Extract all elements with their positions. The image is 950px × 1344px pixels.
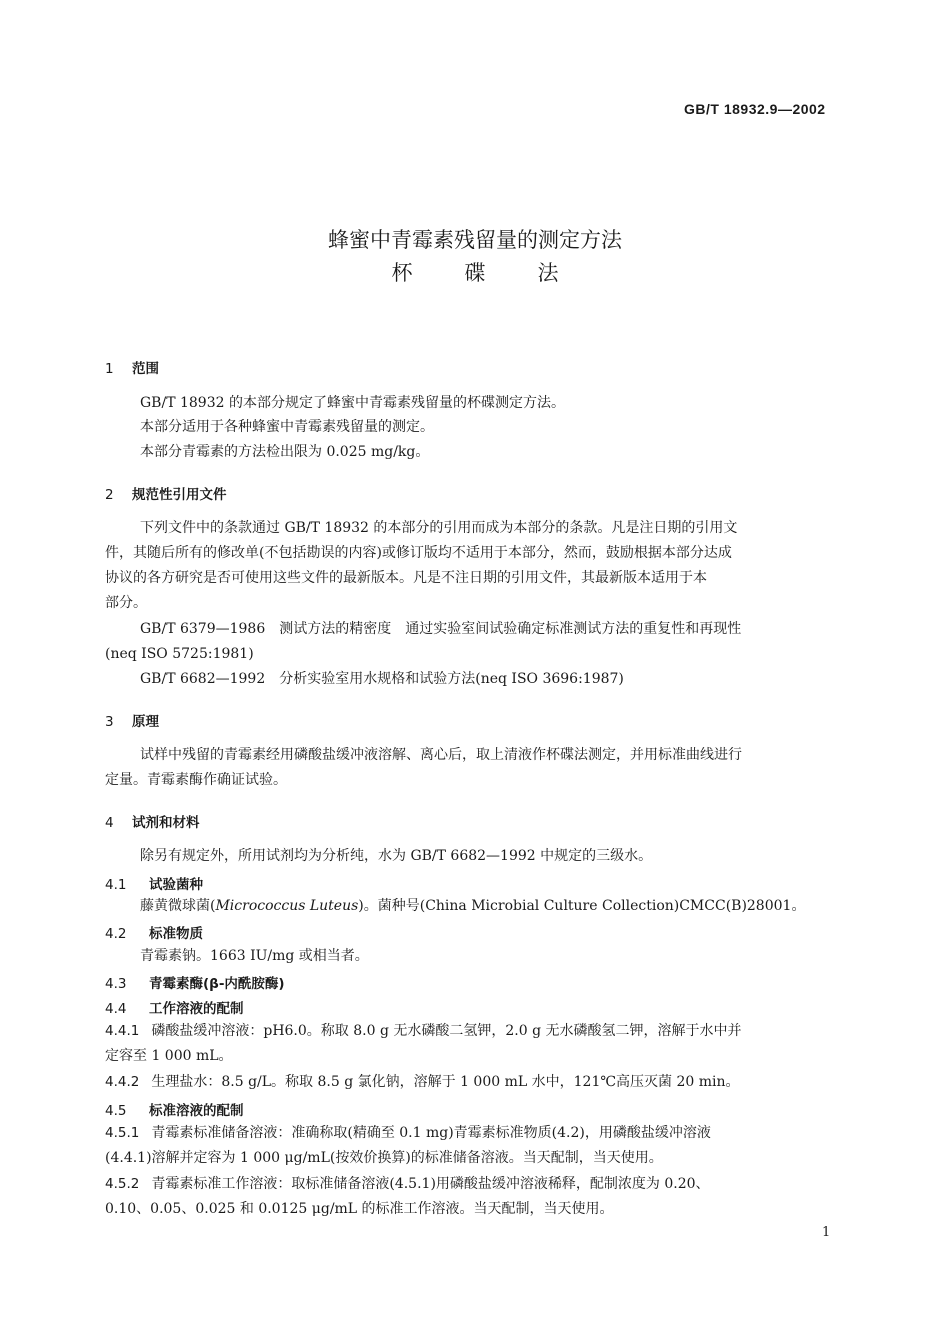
clause-continued: (4.4.1)溶解并定容为 1 000 μg/mL(按效价换算)的标准储备溶液。当天配制，当天使用。 [105,1150,663,1166]
clause-text: 青霉素标准储备溶液：准确称取(精确至 0.1 mg)青霉素标准物质(4.2)，用磷酸盐缓冲溶液 [151,1125,711,1141]
text-run: 藤黄微球菌( [140,898,216,914]
clause-text: 磷酸盐缓冲溶液：pH6.0。称取 8.0 g 无水磷酸二氢钾，2.0 g 无水磷酸氢二钾，溶解于水中并 [151,1023,742,1039]
subsection-number: 4.2 [105,926,127,942]
clause-text: 青霉素标准工作溶液：取标准储备溶液(4.5.1)用磷酸盐缓冲溶液稀释，配制浓度为 0.20、 [151,1176,710,1192]
species-name: Micrococcus Luteus [215,898,359,914]
paragraph-line: 部分。 [105,595,147,611]
paragraph-line: 下列文件中的条款通过 GB/T 18932 的本部分的引用而成为本部分的条款。凡是注日期的引用文 [140,520,738,536]
paragraph: 青霉素钠。1663 IU/mg 或相当者。 [140,948,369,964]
document-subtitle: 杯碟法 [391,261,611,285]
subsection-title: 标准溶液的配制 [149,1103,244,1119]
section-number: 1 [105,361,114,377]
clause-number: 4.4.1 [105,1023,140,1039]
subsection-title: 标准物质 [149,926,203,942]
section-title: 规范性引用文件 [132,487,227,503]
reference-item: GB/T 6682—1992 分析实验室用水规格和试验方法(neq ISO 3696:1987) [140,671,624,687]
standard-code: GB/T 18932.9—2002 [684,101,826,117]
subsection-number: 4.5 [105,1103,127,1119]
subsection-heading-4-2 [105,922,203,942]
clause-continued: 0.10、0.05、0.025 和 0.0125 μg/mL 的标准工作溶液。当天配制，当天使用。 [105,1201,614,1217]
clause-text: 生理盐水：8.5 g/L。称取 8.5 g 氯化钠，溶解于 1 000 mL 水中，121℃高压灭菌 20 min。 [151,1074,740,1090]
section-heading-1 [105,357,159,377]
subsection-heading-4-1 [105,873,203,893]
subsection-number: 4.1 [105,877,127,893]
paragraph: 本部分适用于各种蜂蜜中青霉素残留量的测定。 [140,419,434,435]
subsection-heading-4-3 [105,972,285,992]
clause-number: 4.4.2 [105,1074,140,1090]
subsection-title: 青霉素酶(β-内酰胺酶) [149,976,285,992]
section-number: 3 [105,714,114,730]
clause-4-4-2 [105,1070,740,1094]
section-title: 试剂和材料 [132,815,200,831]
text-run: )。菌种号(China Microbial Culture Collection)CMCC(B)28001。 [358,898,806,914]
paragraph: 本部分青霉素的方法检出限为 0.025 mg/kg。 [140,444,430,460]
reference-item-continued: (neq ISO 5725:1981) [105,646,254,662]
clause-4-5-2 [105,1172,710,1196]
section-number: 2 [105,487,114,503]
paragraph: GB/T 18932 的本部分规定了蜂蜜中青霉素残留量的杯碟测定方法。 [140,395,565,411]
reference-item: GB/T 6379—1986 测试方法的精密度 通过实验室间试验确定标准测试方法的重复性和再现性 [140,621,742,637]
paragraph-line: 定量。青霉素酶作确证试验。 [105,772,287,788]
section-title: 范围 [132,361,159,377]
section-heading-2 [105,483,227,503]
clause-4-5-1 [105,1121,711,1145]
clause-number: 4.5.1 [105,1125,140,1141]
paragraph [140,894,805,918]
section-title: 原理 [132,714,159,730]
page-number: 1 [822,1225,831,1240]
subsection-number: 4.4 [105,1001,127,1017]
section-number: 4 [105,815,114,831]
document-title: 蜂蜜中青霉素残留量的测定方法 [328,228,622,252]
section-heading-4 [105,811,200,831]
subsection-title: 试验菌种 [149,877,203,893]
subsection-heading-4-5 [105,1099,244,1119]
paragraph: 除另有规定外，所用试剂均为分析纯，水为 GB/T 6682—1992 中规定的三级水。 [140,848,653,864]
subsection-heading-4-4 [105,997,244,1017]
clause-number: 4.5.2 [105,1176,140,1192]
subsection-number: 4.3 [105,976,127,992]
paragraph-line: 试样中残留的青霉素经用磷酸盐缓冲液溶解、离心后，取上清液作杯碟法测定，并用标准曲线进行 [140,747,742,763]
subsection-title: 工作溶液的配制 [149,1001,244,1017]
paragraph-line: 件，其随后所有的修改单(不包括勘误的内容)或修订版均不适用于本部分，然而，鼓励根据本部分达成 [105,545,732,561]
section-heading-3 [105,710,159,730]
clause-continued: 定容至 1 000 mL。 [105,1048,233,1064]
paragraph-line: 协议的各方研究是否可使用这些文件的最新版本。凡是不注日期的引用文件，其最新版本适用于本 [105,570,707,586]
clause-4-4-1 [105,1019,742,1043]
